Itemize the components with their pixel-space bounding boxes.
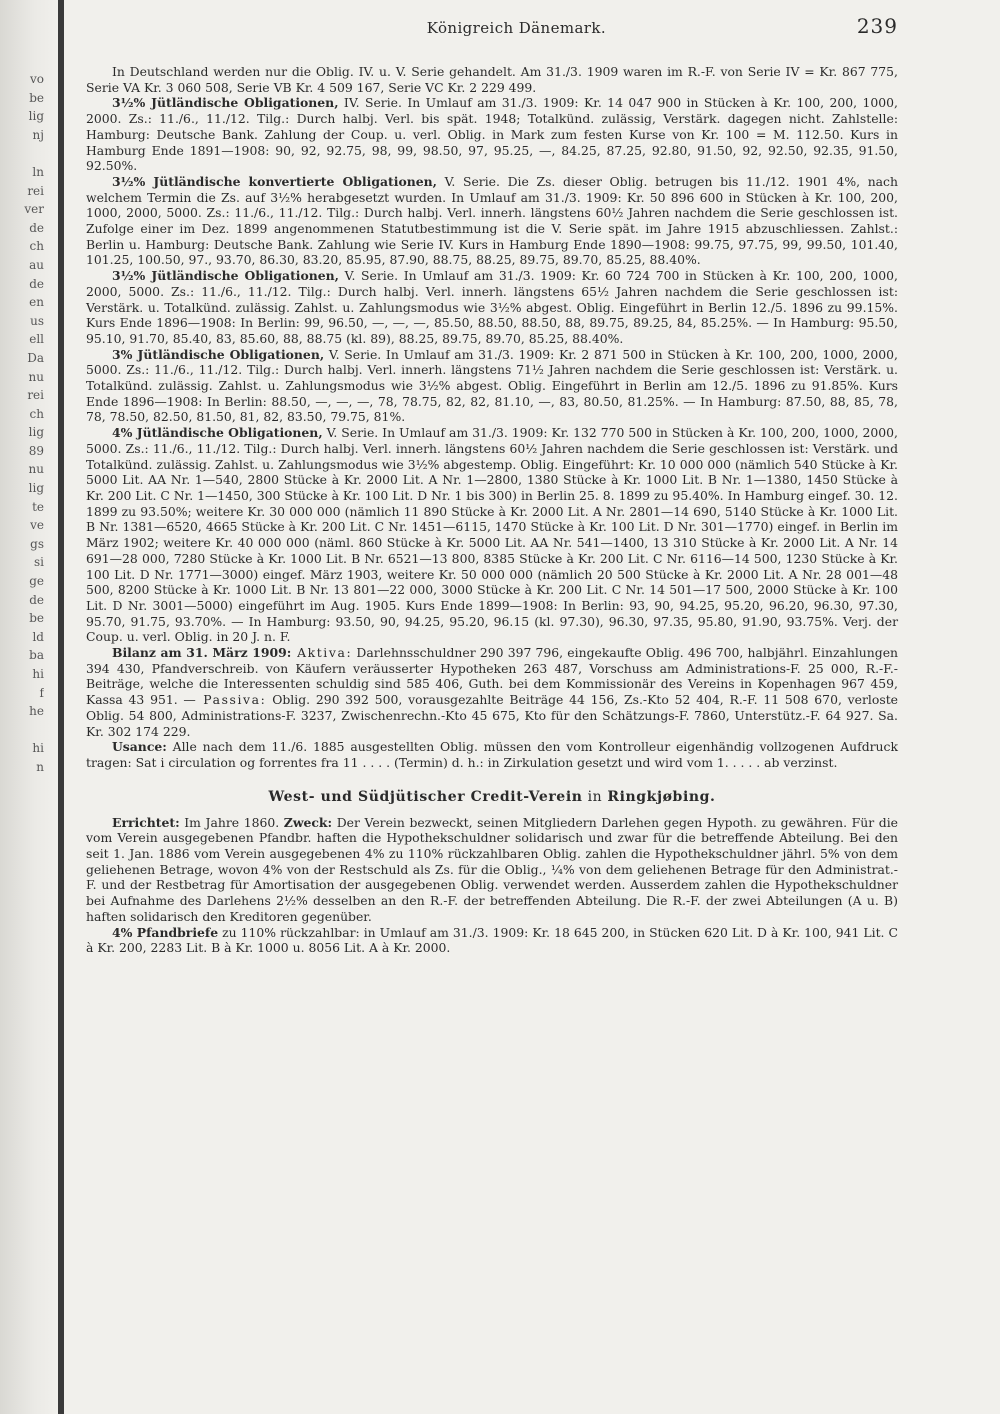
paragraph <box>86 815 898 925</box>
paragraph <box>86 95 898 174</box>
spaced-label: Aktiva: <box>291 645 353 661</box>
margin-fragment: si <box>34 555 44 570</box>
paragraph <box>86 174 898 268</box>
paragraph-text: V. Serie. In Umlauf am 31./3. 1909: Kr. 60 724 700 in Stücken à Kr. 100, 200, 1000, 2000, 5000. Zs.: 11./6., 11./12. Tilg.: Durch halbj. Verl. innerh. längstens 65½ Jahren nachdem die Serie geschlossen ist: Verstärk. u. Totalkünd. zulässig. Zahlst. u. Zahlungsmodus wie 3½% abgest. Oblig. Eingeführt in Berlin 12./5. 1896 zu 99.15%. Kurs Ende 1896—1908: In Berlin: 99, 96.50, —, —, —, 85.50, 88.50, 88.50, 88, 89.75, 89.25, 84, 85.25%. — In Hamburg: 95.50, 95.10, 91.70, 85.40, 83, 85.60, 88, 88.75 (kl. 89), 88.25, 89.75, 89.70, 85.25, 88.40%. <box>86 268 898 346</box>
margin-fragment <box>0 832 44 851</box>
margin-fragment <box>0 777 44 796</box>
paragraph <box>86 268 898 347</box>
paragraph-text: zu 110% rückzahlbar: in Umlauf am 31./3. 1909: Kr. 18 645 200, in Stücken 620 Lit. D à Kr. 100, 941 Lit. C à Kr. 200, 2283 Lit. B à Kr. 1000 u. 8056 Lit. A à Kr. 2000. <box>86 924 898 956</box>
margin-fragment <box>0 814 44 833</box>
paragraph-heading: Bilanz am 31. März 1909: <box>112 645 292 661</box>
running-header <box>86 14 898 54</box>
paragraph-heading: 4% Pfandbriefe <box>112 924 219 940</box>
margin-fragment: n <box>36 759 44 774</box>
margin-fragment: au <box>29 257 44 272</box>
margin-fragment: ld <box>32 629 44 644</box>
binding-rule <box>58 0 64 1414</box>
paragraph <box>86 739 898 770</box>
margin-fragment <box>0 870 44 889</box>
paragraph <box>86 64 898 95</box>
document-page <box>86 14 898 956</box>
margin-fragment: ba <box>29 648 44 663</box>
margin-fragment: he <box>29 704 44 719</box>
paragraph-heading: 3½% Jütländische Obligationen, <box>112 95 339 111</box>
page-number: 239 <box>856 14 898 38</box>
margin-fragment: Da <box>27 350 44 365</box>
paragraph-heading: Errichtet: <box>112 814 180 830</box>
margin-fragment: lig <box>28 481 44 496</box>
spaced-label: Passiva: <box>195 692 267 708</box>
margin-fragment: rei <box>27 183 44 198</box>
margin-fragment: 89 <box>28 443 44 458</box>
margin-fragment: f <box>39 685 44 700</box>
margin-fragment: rei <box>27 388 44 403</box>
margin-fragment: nj <box>32 127 44 142</box>
margin-fragment <box>0 144 44 163</box>
paragraph-text: In Deutschland werden nur die Oblig. IV. u. V. Serie gehandelt. Am 31./3. 1909 waren im R.-F. von Serie IV = Kr. 867 775, Serie VA Kr. 3 060 508, Serie VB Kr. 4 509 167, Serie VC Kr. 2 229 499. <box>86 64 898 95</box>
margin-fragment <box>0 795 44 814</box>
body-text-section <box>86 815 898 956</box>
paragraph-text: IV. Serie. In Umlauf am 31./3. 1909: Kr. 14 047 900 in Stücken à Kr. 100, 200, 1000, 2000. Zs.: 11./6., 11./12. Tilg.: Durch halbj. Verl. bis spät. 1948; Totalkünd. zulässig, Verstärk. dagegen nicht. Zahlstelle: Hamburg: Deutsche Bank. Zahlung der Coup. u. verl. Oblig. in Mark zum festen Kurse von Kr. 100 = M. 112.50. Kurs in Hamburg Ende 1891—1908: 90, 92, 92.75, 98, 99, 98.50, 97, 95.25, —, 84.25, 87.25, 92.80, 91.50, 92, 92.50, 92.35, 91.50, 92.50%. <box>86 95 898 174</box>
paragraph-heading: 3½% Jütländische Obligationen, <box>112 268 339 284</box>
margin-fragment: nu <box>28 462 44 477</box>
previous-page-margin <box>0 70 44 888</box>
margin-fragment: ch <box>29 239 44 254</box>
margin-fragment: ln <box>32 164 44 179</box>
paragraph-text: V. Serie. In Umlauf am 31./3. 1909: Kr. 132 770 500 in Stücken à Kr. 100, 200, 1000, 2000, 5000. Zs.: 11./6., 11./12. Tilg.: Durch halbj. Verl. innerh. längstens 60½ Jahren nachdem die Serie geschlossen ist: Verstärk. und Totalkünd. zulässig. Zahlst. u. Zahlungsmodus wie 3½% abgestemp. Oblig. Eingeführt: Kr. 10 000 000 (nämlich 540 Stücke à Kr. 5000 Lit. AA Nr. 1—540, 2800 Stücke à Kr. 2000 Lit. A Nr. 1—2800, 1380 Stücke à Kr. 1000 Lit. B Nr. 1—1380, 1450 Stücke à Kr. 200 Lit. C Nr. 1—1450, 300 Stücke à Kr. 100 Lit. D Nr. 1 bis 300) in Berlin 25. 8. 1899 zu 95.40%. In Hamburg eingef. 30. 12. 1899 zu 93.50%; weitere Kr. 30 000 000 (nämlich 11 890 Stücke à Kr. 2000 Lit. A Nr. 2801—14 690, 5140 Stücke à Kr. 1000 Lit. B Nr. 1381—6520, 4665 Stücke à Kr. 200 Lit. C Nr. 1451—6115, 1470 Stücke à Kr. 100 Lit. D Nr. 301—1770) eingef. in Berlin im März 1902; weitere Kr. 40 000 000 (näml. 860 Stücke à Kr. 5000 Lit. AA Nr. 541—1400, 13 310 Stücke à Kr. 2000 Lit. A Nr. 14 691—28 000, 7280 Stücke à Kr. 1000 Lit. B Nr. 6521—13 800, 8385 Stücke à Kr. 200 Lit. C Nr. 6116—14 500, 1230 Stücke à Kr. 100 Lit. D Nr. 1771—3000) eingef. März 1903, weitere Kr. 50 000 000 (nämlich 20 500 Stücke à Kr. 2000 Lit. A Nr. 28 001—48 500, 8200 Stücke à Kr. 1000 Lit. B Nr. 13 801—22 000, 3000 Stücke à Kr. 200 Lit. C Nr. 14 501—17 500, 2000 Stücke à Kr. 100 Lit. D Nr. 3001—5000) eingeführt im Aug. 1905. Kurs Ende 1899—1908: In Berlin: 93, 90, 94.25, 95.20, 96.20, 96.30, 97.30, 95.70, 91.75, 93.70%. — In Hamburg: 93.50, 90, 94.25, 95.20, 96.15 (kl. 97.30), 96.30, 97.35, 95.80, 91.90, 93.75%. Verj. der Coup. u. verl. Oblig. in 20 J. n. F. <box>86 425 898 645</box>
margin-fragment: hi <box>32 667 44 681</box>
margin-fragment: lig <box>28 109 44 124</box>
paragraph-text: V. Serie. Die Zs. dieser Oblig. betrugen bis 11./12. 1901 4%, nach welchem Termin die Zs. auf 3½% herabgesetzt wurden. In Umlauf am 31./3. 1909: Kr. 50 896 600 in Stücken à Kr. 100, 200, 1000, 2000, 5000. Zs.: 11./6., 11./12. Tilg.: Durch halbj. Verl. innerh. längstens 60½ Jahren nachdem die Serie geschlossen ist. Zufolge einer im Dez. 1899 angenommenen Statutbestimmung ist die V. Serie spät. im Jahre 1915 abzuschliessen. Zahlst.: Berlin u. Hamburg: Deutsche Bank. Zahlung wie Serie IV. Kurs in Hamburg Ende 1890—1908: 99.75, 97.75, 99, 99.50, 101.40, 101.25, 100.50, 97., 93.70, 86.30, 83.20, 85.95, 87.90, 88.75, 88.25, 89.75, 89.70, 85.25, 88.40%. <box>86 173 898 268</box>
margin-fragment: ch <box>29 406 44 421</box>
paragraph <box>86 925 898 956</box>
margin-fragment: de <box>29 592 44 607</box>
margin-fragment <box>0 851 44 870</box>
margin-fragment: nu <box>28 369 44 384</box>
margin-fragment: ell <box>29 332 44 347</box>
margin-fragment <box>0 721 44 740</box>
paragraph-text: V. Serie. In Umlauf am 31./3. 1909: Kr. 2 871 500 in Stücken à Kr. 100, 200, 1000, 2000, 5000. Zs.: 11./6., 11./12. Tilg.: Durch halbj. Verl. innerh. längstens 71½ Jahren nachdem die Serie geschlossen ist: Verstärk. u. Totalkünd. zulässig. Zahlst. u. Zahlungsmodus wie 3½% abgest. Oblig. Eingeführt in Berlin am 12./5. 1896 zu 91.85%. Kurs Ende 1896—1908: In Berlin: 88.50, —, —, —, 78, 78.75, 82, 82, 81.10, —, 83, 80.50, 81.25%. — In Hamburg: 87.50, 88, 85, 78, 78, 78.50, 82.50, 81.50, 81, 82, 83.50, 79.75, 81%. <box>86 346 898 425</box>
margin-fragment: lig <box>28 425 44 440</box>
paragraph-text: Darlehnsschuldner 290 397 796, eingekaufte Oblig. 496 700, halbjährl. Einzahlungen 394 430, Pfandverschreib. von Käufern veräusserter Hypotheken 263 487, Vorschuss am Administrations-F. 25 000, R.-F.-Beiträge, welche die Interessenten schuldig sind 585 406, Guth. bei dem Kommissionär des Vereins in Kopenhagen 967 459, Kassa 43 951. — <box>86 645 899 708</box>
margin-fragment: hi <box>32 741 44 756</box>
section-heading-connector: in <box>582 788 608 805</box>
paragraph-text: Alle nach dem 11./6. 1885 ausgestellten Oblig. müssen den vom Kontrolleur eigenhändig vollzogenen Aufdruck tragen: Sat i circulation og forrentes fra 11 . . . . (Termin) d. h.: in Zirkulation gesetzt und wird vom 1. . . . . ab verzinst. <box>86 739 898 770</box>
margin-fragment: ge <box>29 574 44 589</box>
margin-fragment: ver <box>24 202 44 217</box>
margin-fragment: en <box>29 295 44 310</box>
section-heading-place: Ringkjøbing. <box>607 788 716 805</box>
paragraph-text: Der Verein bezweckt, seinen Mitgliedern Darlehen gegen Hypoth. zu gewähren. Für die vom Verein ausgegebenen Pfandbr. haften die Hypothekschuldner solidarisch und zwar für die betreffende Abteilung. Bei den seit 1. Jan. 1886 vom Verein ausgegebenen 4% zu 110% rückzahlbaren Oblig. zahlen die Hypothekschuldner jährl. 5% von dem geliehenen Betrage, wovon 4% von der Restschuld als Zs. für die Oblig., ¼% von dem geliehenen Betrage für den Administrat.-F. und der Restbetrag für Amortisation der ausgegebenen Oblig. verwendet werden. Ausserdem zahlen die Hypothekschuldner bei Aufnahme des Darlehens 2½% desselben an den R.-F. der betreffenden Abteilung. Die R.-F. der zwei Abteilungen (A u. B) haften solidarisch den Kreditoren gegenüber. <box>86 814 898 924</box>
paragraph-heading: 4% Jütländische Obligationen, <box>112 425 323 441</box>
section-heading-main: West- und Südjütischer Credit-Verein <box>268 788 583 805</box>
section-heading <box>86 789 898 805</box>
paragraph-text: Im Jahre 1860. <box>179 814 284 830</box>
paragraph-heading: 3% Jütländische Obligationen, <box>112 346 325 362</box>
paragraph <box>86 425 898 645</box>
paragraph-heading: Usance: <box>112 739 167 755</box>
body-text <box>86 64 898 771</box>
margin-fragment: us <box>30 313 44 328</box>
paragraph-text: Oblig. 290 392 500, vorausgezahlte Beiträge 44 156, Zs.-Kto 52 404, R.-F. 11 508 670, verloste Oblig. 54 800, Administrations-F. 3237, Zwischenrechn.-Kto 45 675, Kto für den Schätzungs-F. 7860, Unterstütz.-F. 64 927. Sa. Kr. 302 174 229. <box>86 692 899 739</box>
paragraph <box>86 347 898 426</box>
margin-fragment: de <box>29 276 44 291</box>
margin-fragment: ve <box>30 518 44 533</box>
margin-fragment: gs <box>30 536 44 551</box>
running-title: Königreich Dänemark. <box>426 19 607 37</box>
margin-fragment: vo <box>29 72 44 86</box>
paragraph-heading: Zweck: <box>283 814 333 830</box>
margin-fragment: de <box>29 220 44 235</box>
paragraph <box>86 645 898 739</box>
paragraph-heading: 3½% Jütländische konvertierte Obligationen, <box>112 173 437 189</box>
margin-fragment: be <box>29 90 44 105</box>
margin-fragment: be <box>29 611 44 626</box>
margin-fragment: te <box>32 499 44 514</box>
